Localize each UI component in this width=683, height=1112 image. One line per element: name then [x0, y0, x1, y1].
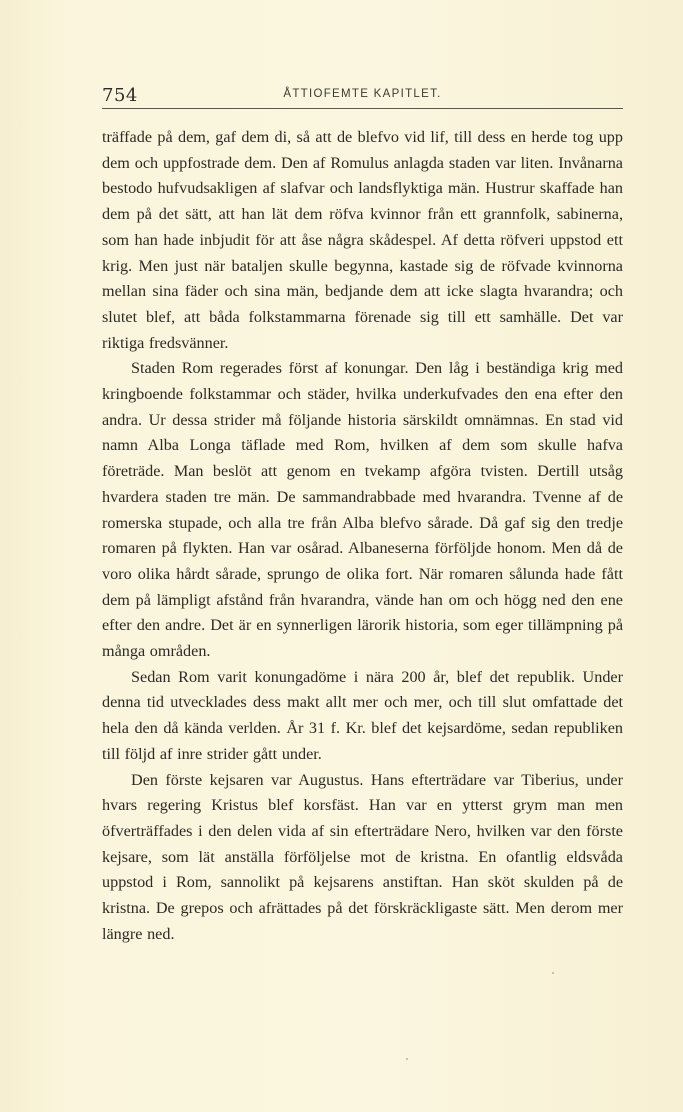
paragraph-4: Den förste kejsaren var Augustus. Hans efterträdare var Tiberius, under hvars regering Kristus blef korsfäst. Han var en ytterst grym man men öfverträffades i den delen vida af sin efterträdare Nero, hvilken var den förste kejsare, som lät anställa förföljelse mot de kristna. En ofantlig eldsvåda uppstod i Rom, sannolikt på kejsarens anstiftan. Han sköt skulden på de kristna. De grepos och afrättades på det förskräckligaste sätt. Men derom mer längre ned.	[102, 770, 623, 943]
page-header	[102, 82, 623, 109]
paper-speck	[552, 972, 554, 974]
paragraph-1: träffade på dem, gaf dem di, så att de blefvo vid lif, till dess en herde tog upp dem och uppfostrade dem. Den af Romulus anlagda staden var liten. Invånarna bestodo hufvudsakligen af slafvar och landsflyktiga män. Hustrur skaffade han dem på det sätt, att han lät dem röfva kvinnor från ett grannfolk, sabinerna, som han hade inbjudit för att åse några skådespel. Af detta röfveri uppstod ett krig. Men just när bataljen skulle begynna, kastade sig de röfvade kvinnorna mellan sina fäder och sina män, bedjande dem att icke slagta hvarandra; och slutet blef, att båda folkstammarna förenade sig till ett samhälle. Det var riktiga fredsvänner.	[102, 128, 623, 352]
body-text	[102, 125, 623, 948]
running-head: ÅTTIOFEMTE KAPITLET.	[283, 88, 442, 100]
paragraph-3: Sedan Rom varit konungadöme i nära 200 år, blef det republik. Under denna tid utvecklades dess makt allt mer och mer, och till slut omfattade det hela den då kända verlden. År 31 f. Kr. blef det kejsardöme, sedan republiken till följd af inre strider gått under.	[102, 667, 623, 763]
page-number: 754	[102, 85, 138, 106]
paper-speck	[406, 1058, 408, 1060]
paragraph-2: Staden Rom regerades först af konungar. Den låg i beständiga krig med kringboende folkstammar och städer, hvilka underkufvades den ena efter den andra. Ur dessa strider må följande historia särskildt omnämnas. En stad vid namn Alba Longa täflade med Rom, hvilken af dem som skulle hafva företräde. Man beslöt att genom en tvekamp afgöra tvisten. Dertill utsåg hvardera staden tre män. De sammandrabbade med hvarandra. Tvenne af de romerska stupade, och alla tre från Alba blefvo sårade. Då gaf sig den tredje romaren på flykten. Han var osårad. Albaneserna förföljde honom. Men då de voro olika hårdt sårade, sprungo de olika fort. När romaren sålunda hade fått dem på lämpligt afstånd från hvarandra, vände han om och högg ned den ene efter den andre. Det är en synnerligen lärorik historia, som eger tillämpning på många områden.	[102, 359, 623, 661]
